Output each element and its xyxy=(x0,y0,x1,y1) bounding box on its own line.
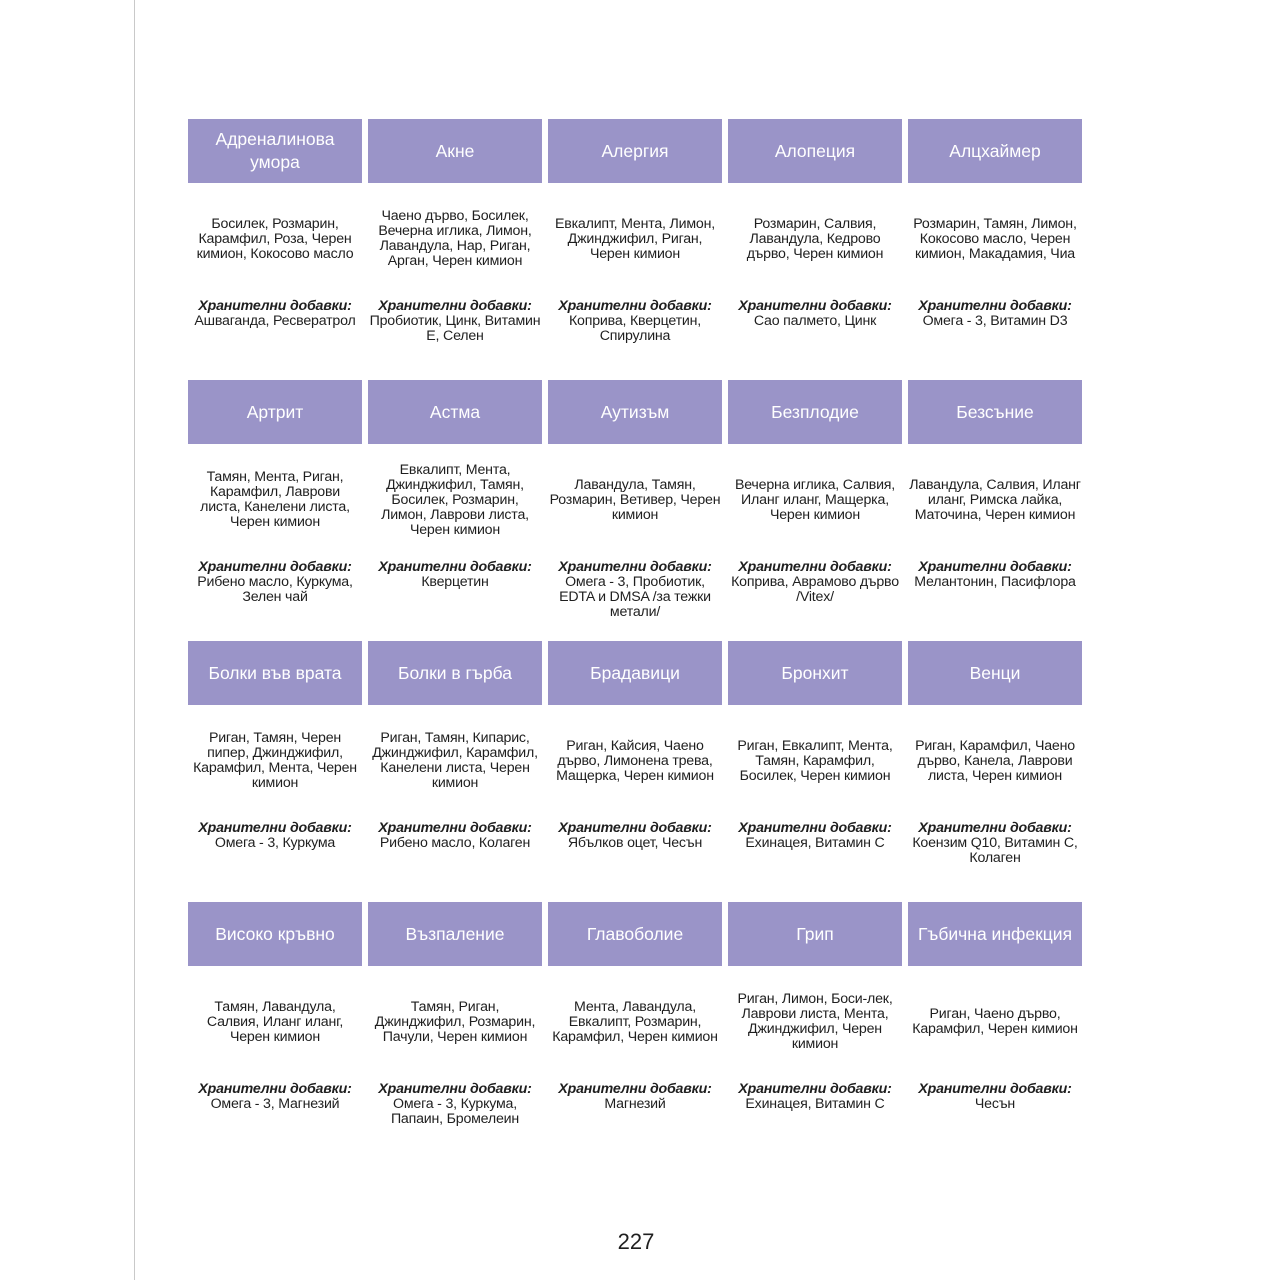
page-number: 227 xyxy=(617,1229,655,1254)
supplements-label: Хранителни добавки: xyxy=(378,1081,532,1097)
supplements-list: Магнезий xyxy=(604,1096,666,1112)
supplements-list: Ашваганда, Ресвератрол xyxy=(194,313,356,329)
condition-card xyxy=(188,119,362,380)
condition-title: Артрит xyxy=(188,380,362,444)
condition-title: Алергия xyxy=(548,119,722,183)
supplements-list: Омега - 3, Куркума, Папаин, Бромелеин xyxy=(390,1096,520,1127)
supplements-label: Хранителни добавки: xyxy=(378,559,532,575)
supplements-list: Чесън xyxy=(974,1096,1016,1112)
essential-oils-list: Босилек, Розмарин, Карамфил, Роза, Черен кимион, Кокосово масло xyxy=(196,215,354,262)
essential-oils-list: Лавандула, Салвия, Иланг иланг, Римска лайка, Маточина, Черен кимион xyxy=(909,476,1081,523)
supplements-block xyxy=(368,295,542,375)
condition-card xyxy=(908,902,1082,1163)
condition-title: Високо кръвно xyxy=(188,902,362,966)
supplements-label: Хранителни добавки: xyxy=(918,559,1072,575)
essential-oils-list: Евкалипт, Мента, Лимон, Джинджифил, Риган, Черен кимион xyxy=(555,215,715,262)
condition-title: Бронхит xyxy=(728,641,902,705)
condition-title: Акне xyxy=(368,119,542,183)
grid-row xyxy=(188,641,1084,902)
supplements-block xyxy=(908,295,1082,375)
condition-card xyxy=(368,119,542,380)
condition-title: Аутизъм xyxy=(548,380,722,444)
supplements-label: Хранителни добавки: xyxy=(558,820,712,836)
supplements-block xyxy=(188,556,362,636)
condition-card xyxy=(188,902,362,1163)
supplements-list: Кверцетин xyxy=(421,574,489,590)
supplements-block xyxy=(908,1078,1082,1158)
supplements-block xyxy=(548,556,722,636)
supplements-block xyxy=(188,295,362,375)
grid-row xyxy=(188,380,1084,641)
essential-oils-list: Тамян, Мента, Риган, Карамфил, Лаврови листа, Канелени листа, Черен кимион xyxy=(200,469,350,530)
supplements-block xyxy=(368,817,542,897)
supplements-block xyxy=(548,295,722,375)
supplements-label: Хранителни добавки: xyxy=(918,298,1072,314)
supplements-label: Хранителни добавки: xyxy=(198,298,352,314)
essential-oils-list: Риган, Чаено дърво, Карамфил, Черен кимион xyxy=(912,1006,1078,1037)
supplements-label: Хранителни добавки: xyxy=(198,1081,352,1097)
grid-row xyxy=(188,119,1084,380)
supplements-list: Омега - 3, Магнезий xyxy=(210,1096,340,1112)
supplements-label: Хранителни добавки: xyxy=(558,559,712,575)
supplements-label: Хранителни добавки: xyxy=(558,1081,712,1097)
supplements-block xyxy=(188,817,362,897)
condition-card xyxy=(368,380,542,641)
supplements-block xyxy=(368,556,542,636)
essential-oils-list: Лавандула, Тамян, Розмарин, Ветивер, Черен кимион xyxy=(549,476,721,523)
condition-card xyxy=(188,641,362,902)
supplements-label: Хранителни добавки: xyxy=(738,298,892,314)
supplements-block xyxy=(188,1078,362,1158)
supplements-label: Хранителни добавки: xyxy=(738,1081,892,1097)
condition-card xyxy=(548,641,722,902)
supplements-list: Мелантонин, Пасифлора xyxy=(914,574,1076,590)
supplements-list: Коприва, Кверцетин, Спирулина xyxy=(568,313,701,344)
supplements-block xyxy=(728,817,902,897)
essential-oils-list: Розмарин, Салвия, Лавандула, Кедрово дърво, Черен кимион xyxy=(746,215,884,262)
supplements-list: Омега - 3, Витамин D3 xyxy=(922,313,1068,329)
essential-oils-list: Тамян, Риган, Джинджифил, Розмарин, Пачули, Черен кимион xyxy=(374,998,536,1045)
condition-title: Възпаление xyxy=(368,902,542,966)
condition-title: Грип xyxy=(728,902,902,966)
supplements-list: Рибено масло, Куркума, Зелен чай xyxy=(197,574,353,605)
essential-oils-list: Риган, Евкалипт, Мента, Тамян, Карамфил, Босилек, Черен кимион xyxy=(737,737,893,784)
supplements-label: Хранителни добавки: xyxy=(738,559,892,575)
condition-card xyxy=(548,380,722,641)
condition-title: Гъбична инфекция xyxy=(908,902,1082,966)
condition-card xyxy=(548,902,722,1163)
essential-oils-list: Чаено дърво, Босилек, Вечерна иглика, Лимон, Лавандула, Нар, Риган, Арган, Черен кимион xyxy=(378,208,532,269)
condition-title: Астма xyxy=(368,380,542,444)
supplements-list: Пробиотик, Цинк, Витамин Е, Селен xyxy=(369,313,541,344)
supplements-list: Омега - 3, Куркума xyxy=(214,835,336,851)
essential-oils-list: Мента, Лавандула, Евкалипт, Розмарин, Карамфил, Черен кимион xyxy=(552,998,718,1045)
condition-title: Венци xyxy=(908,641,1082,705)
condition-card xyxy=(908,641,1082,902)
essential-oils-list: Риган, Тамян, Черен пипер, Джинджифил, Карамфил, Мента, Черен кимион xyxy=(193,730,357,791)
essential-oils-list: Тамян, Лавандула, Салвия, Иланг иланг, Черен кимион xyxy=(206,998,344,1045)
condition-card xyxy=(908,119,1082,380)
supplements-block xyxy=(908,556,1082,636)
supplements-label: Хранителни добавки: xyxy=(378,298,532,314)
essential-oils-list: Евкалипт, Мента, Джинджифил, Тамян, Босилек, Розмарин, Лимон, Лаврови листа, Черен кимион xyxy=(381,461,529,538)
condition-card xyxy=(728,641,902,902)
supplements-label: Хранителни добавки: xyxy=(198,820,352,836)
supplements-label: Хранителни добавки: xyxy=(378,820,532,836)
remedies-grid xyxy=(188,119,1084,1163)
supplements-list: Омега - 3, Пробиотик, EDTA и DMSA /за тежки метали/ xyxy=(559,574,711,620)
condition-title: Безплодие xyxy=(728,380,902,444)
essential-oils-list: Риган, Карамфил, Чаено дърво, Канела, Лаврови листа, Черен кимион xyxy=(915,737,1075,784)
supplements-list: Ябълков оцет, Чесън xyxy=(567,835,703,851)
supplements-block xyxy=(728,1078,902,1158)
supplements-list: Коензим Q10, Витамин С, Колаген xyxy=(912,835,1078,866)
supplements-list: Ехинацея, Витамин С xyxy=(745,1096,885,1112)
supplements-block xyxy=(728,556,902,636)
supplements-label: Хранителни добавки: xyxy=(738,820,892,836)
condition-title: Алопеция xyxy=(728,119,902,183)
supplements-label: Хранителни добавки: xyxy=(918,820,1072,836)
grid-row xyxy=(188,902,1084,1163)
essential-oils-list: Риган, Кайсия, Чаено дърво, Лимонена трева, Мащерка, Черен кимион xyxy=(556,737,714,784)
supplements-list: Сао палмето, Цинк xyxy=(753,313,877,329)
supplements-list: Коприва, Аврамово дърво /Vitex/ xyxy=(731,574,899,605)
condition-card xyxy=(908,380,1082,641)
supplements-list: Рибено масло, Колаген xyxy=(379,835,531,851)
supplements-block xyxy=(548,817,722,897)
supplements-label: Хранителни добавки: xyxy=(558,298,712,314)
essential-oils-list: Риган, Лимон, Боси-лек, Лаврови листа, Мента, Джинджифил, Черен кимион xyxy=(737,991,893,1052)
condition-card xyxy=(548,119,722,380)
essential-oils-list: Вечерна иглика, Салвия, Иланг иланг, Мащерка, Черен кимион xyxy=(734,476,896,523)
supplements-block xyxy=(368,1078,542,1158)
supplements-block xyxy=(728,295,902,375)
essential-oils-list: Розмарин, Тамян, Лимон, Кокосово масло, Черен кимион, Макадамия, Чиа xyxy=(913,215,1077,262)
binding-edge-line xyxy=(134,0,135,1280)
essential-oils-list: Риган, Тамян, Кипарис, Джинджифил, Карамфил, Канелени листа, Черен кимион xyxy=(372,730,538,791)
condition-card xyxy=(368,641,542,902)
supplements-label: Хранителни добавки: xyxy=(918,1081,1072,1097)
condition-title: Болки във врата xyxy=(188,641,362,705)
condition-title: Болки в гърба xyxy=(368,641,542,705)
condition-title: Главоболие xyxy=(548,902,722,966)
supplements-block xyxy=(548,1078,722,1158)
supplements-list: Ехинацея, Витамин С xyxy=(745,835,885,851)
condition-title: Брадавици xyxy=(548,641,722,705)
supplements-label: Хранителни добавки: xyxy=(198,559,352,575)
condition-card xyxy=(188,380,362,641)
condition-title: Адреналинова умора xyxy=(188,119,362,183)
condition-card xyxy=(728,902,902,1163)
supplements-block xyxy=(908,817,1082,897)
condition-title: Алцхаймер xyxy=(908,119,1082,183)
condition-card xyxy=(728,380,902,641)
condition-card xyxy=(728,119,902,380)
condition-card xyxy=(368,902,542,1163)
condition-title: Безсъние xyxy=(908,380,1082,444)
